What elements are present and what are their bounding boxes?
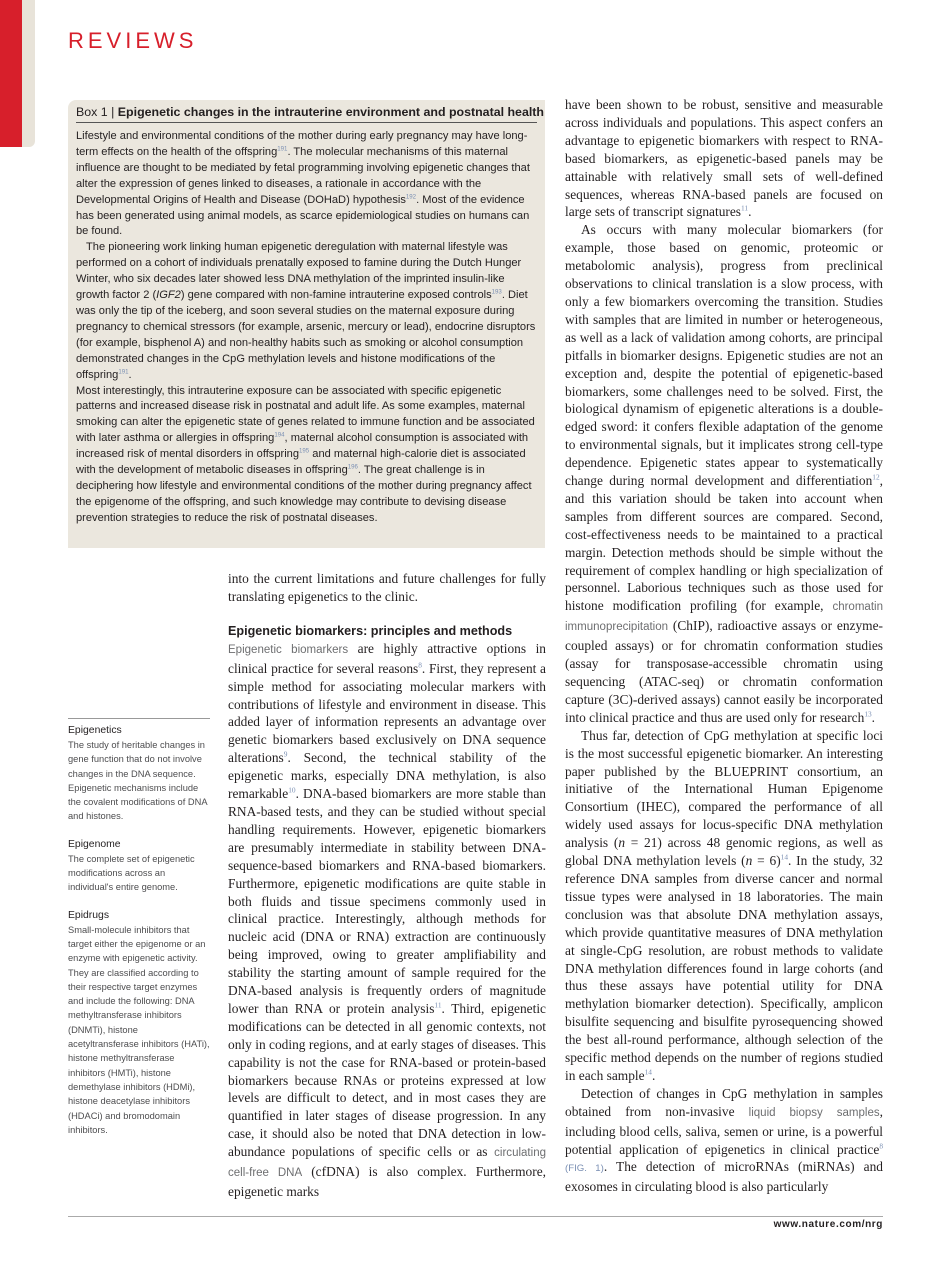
text-run: Thus far, detection of CpG methylation at specific loci is the most successful epigenetic biomarker. An interesting paper published by the BLUEPRINT consortium, an initiative of the International Human Epigenome Consortium (IHEC), compared the performance of all widely used assays for locus-specific DNA methylation analysis ( xyxy=(565,727,883,851)
text-run: . First, they represent a simple method for associating molecular markers with contributions of lifestyle and environment in disease. This added layer of information represents an advantage over genetic biomarkers based exclusively on DNA sequence alterations xyxy=(228,660,547,766)
text-run: Lifestyle and environmental conditions of the mother during early pregnancy may have long-term effects on the health of the offspring xyxy=(76,130,528,158)
text-run: are highly attractive options in clinical practice for several reasons xyxy=(228,640,547,676)
reference-citation[interactable]: 191 xyxy=(118,367,129,375)
text-run: The pioneering work linking human epigenetic deregulation with maternal lifestyle was performed on a cohort of individuals prenatally exposed to famine during the Dutch Hunger Winter, who six decades later showed less DNA methylation of the imprinted insulin-like growth factor 2 ( xyxy=(76,241,522,302)
text-run: . The detection of microRNAs (miRNAs) and exosomes in circulating blood is also particularly xyxy=(565,1159,883,1195)
glossary-term: Epigenetics xyxy=(68,725,122,736)
text-run: have been shown to be robust, sensitive and measurable across individuals and populations. This aspect confers an advantage to epigenetic biomarkers with respect to RNA-based biomarkers, as epigenetic-based panels may be attainable with relatively small sets of well-defined sequences, whereas RNA-based panels are focused on large sets of transcript signatures xyxy=(565,97,883,220)
text-run: . Third, epigenetic modifications can be detected in all genomic contexts, not only in coding regions, and at early stages of diseases. This capability is not the case for RNA-based or protein-based biomarkers because RNAs or proteins expressed at low levels are difficult to detect, and in most cases they are quantified in later stages of disease progression. In any case, it should also be noted that DNA detection in low-abundance populations of specific cells or as xyxy=(228,1000,546,1160)
reference-citation[interactable]: 10 xyxy=(288,785,296,795)
reference-citation[interactable]: 191 xyxy=(277,145,288,153)
reference-citation[interactable]: 8 xyxy=(879,1141,883,1151)
section-color-bar xyxy=(0,0,22,147)
box-label: Box 1 | xyxy=(76,105,118,119)
section-tab-strip xyxy=(22,0,35,147)
text-run: . The molecular mechanisms of this maternal influence are thought to be mediated by fetal programming involving epigenetic changes that alter the expression of genes linked to diseases, a rationale in accordance with the Developmental Origins of Health and Disease (DOHaD) hypothesis xyxy=(76,145,530,206)
text-run: Detection of changes in CpG methylation in samples obtained from non-invasive xyxy=(565,1085,883,1119)
paragraph xyxy=(228,570,546,606)
reference-citation[interactable]: 192 xyxy=(405,192,417,200)
text-run: Most interestingly, this intrauterine exposure can be associated with specific epigenetic patterns and increased disease risk in postnatal and adult life. As some examples, maternal smoking can alter the epigenetic state of genes related to immune function and be associated with later asthma or allergies in offspring xyxy=(76,384,535,445)
reference-citation[interactable]: 193 xyxy=(491,288,502,296)
footer-divider xyxy=(68,1216,883,1217)
reference-citation[interactable]: 195 xyxy=(299,447,310,455)
text-run: . xyxy=(651,1067,656,1083)
reference-citation[interactable]: 11 xyxy=(434,1000,442,1010)
reference-citation[interactable]: 8 xyxy=(418,660,422,670)
section-heading: Epigenetic biomarkers: principles and methods xyxy=(228,623,513,638)
section-body xyxy=(228,640,546,1201)
text-run: . Most of the evidence has been generated using animal models, as scarce epidemiological studies on humans can be found. xyxy=(76,193,530,238)
text-run: . xyxy=(128,368,132,381)
main-column-right xyxy=(565,96,883,1196)
text-run: . DNA-based biomarkers are more stable than RNA-based tests, and they can be studied without special handling requirements. However, epigenetic biomarkers are presumably intermediate in stability between DNA-sequence-based biomarkers and RNA-based biomarkers. Furthermore, epigenetic modifications are quite stable in both fluids and tissue specimens commonly used in clinical practice. Interestingly, although methods for nucleic acid (DNA or RNA) extraction are continuously being improved, owing to greater amplifiability and stability the starting amount of sample required for the DNA-based analysis is frequently orders of magnitude lower than RNA or protein analysis xyxy=(228,786,546,1016)
text-run: and maternal high-calorie diet is associated with the development of metabolic diseases in offspring xyxy=(76,448,526,477)
lead-paragraph xyxy=(228,570,546,606)
main-column-middle xyxy=(228,570,546,1201)
text-run: , including blood cells, saliva, semen or urine, is a powerful potential application of epigenetics in clinical practice xyxy=(565,1103,883,1157)
glossary-sidebar xyxy=(68,718,210,1151)
reference-citation[interactable]: 196 xyxy=(347,463,358,471)
text-run: ) gene compared with non-famine intrauterine exposed controls xyxy=(180,289,492,302)
text-run: As occurs with many molecular biomarkers (for example, those based on genomic, proteomic or metabolomic analysis), progress from preclinical observations to clinical translation is a slow process, with only a few biomarkers overcoming the transition. Studies with samples that are limited in number or heterogeneous, as well as a lack of validation among cohorts, are principal pitfalls in biomarker designs. Epigenetic studies are not an exception and, despite the potential of epigenetic-based biomarkers, some challenges need to be solved. First, the biological dynamism of epigenetic alterations is a double-edged sword: it confers flexible adaptation of the genome to environmental signals, but it implicates strong cell-type dependence. Epigenetic states appear to systematically change during normal development and differentiation xyxy=(565,222,883,489)
text-run: . xyxy=(748,204,752,220)
journal-url[interactable]: www.nature.com/nrg xyxy=(773,1219,883,1230)
text-run: . The great challenge is in deciphering how lifestyle and environmental conditions of the mother during pregnancy affect the epigenome of the offspring, and such knowledge may contribute to devising disease prevention strategies to reduce the risk of postnatal diseases. xyxy=(76,464,532,524)
reference-citation[interactable]: 12 xyxy=(872,472,880,482)
glossary-term-link[interactable]: liquid biopsy samples xyxy=(748,1106,880,1119)
paragraph xyxy=(565,96,883,221)
paragraph xyxy=(565,1085,883,1196)
text-run: , and this variation should be taken into account when samples from different sources are compared. Second, cost-effectiveness needs to be maintained to a practical margin. Detection methods should be simple without the requirement of complex handling or high specialization of personnel. Laborious techniques such as those used for histone modification profiling (for example, xyxy=(565,473,883,614)
paragraph xyxy=(76,384,537,527)
italic-text: n xyxy=(618,835,626,851)
text-run: = 6) xyxy=(752,853,781,869)
reference-citation[interactable]: 13 xyxy=(864,709,872,719)
reference-citation[interactable]: 194 xyxy=(274,431,285,439)
text-run: into the current limitations and future challenges for fully translating epigenetics to the clinic. xyxy=(228,571,546,604)
box-body xyxy=(76,129,537,527)
text-run: = 21) across 48 genomic regions, as well as global DNA methylation levels ( xyxy=(565,835,884,869)
reference-citation[interactable]: 14 xyxy=(644,1067,652,1077)
glossary-definition: Small-molecule inhibitors that target either the epigenome or an enzyme with epigenetic activity. They are classified according to their respective target enzymes and include the following: DNA methyltransferase inhibitors (DNMTi), histone acetyltransferase inhibitors (HATi), histone methyltransferase inhibitors (HMTi), histone demethylase inhibitors (HDMi), histone deacetylase inhibitors (HDACi) and bromodomain inhibitors. xyxy=(68,924,210,1135)
box-title xyxy=(76,104,544,123)
text-run: . Second, the technical stability of the epigenetic marks, especially DNA methylation, is also remarkable xyxy=(228,750,546,802)
box-1 xyxy=(68,100,545,548)
glossary-term: Epigenome xyxy=(68,838,121,850)
glossary-term-link[interactable]: circulating cell-free DNA xyxy=(228,1147,546,1180)
text-run: . xyxy=(871,709,876,725)
box-heading: Epigenetic changes in the intrauterine environment and postnatal health xyxy=(117,105,544,119)
glossary-term-link[interactable]: chromatin immunoprecipitation xyxy=(565,601,883,634)
glossary-term: Epidrugs xyxy=(68,909,110,921)
glossary-definition: The complete set of epigenetic modifications across an individual's entire genome. xyxy=(68,853,195,893)
paragraph xyxy=(76,240,537,383)
paragraph xyxy=(565,221,883,726)
paragraph xyxy=(76,129,537,240)
text-run: (cfDNA) is also complex. Furthermore, epigenetic marks xyxy=(228,1164,546,1199)
text-run: . Diet was only the tip of the iceberg, and soon several studies on the maternal exposure during pregnancy to chemical stressors (for example, arsenic, mercury or lead), endocrine disruptors (for example, bisphenol A) and non-healthy habits such as smoking or alcohol consumption demonstrated changes in the CpG methylation levels and histone modifications of the offspring xyxy=(76,289,536,381)
reference-citation[interactable]: 14 xyxy=(780,852,789,862)
glossary-term-link[interactable]: Epigenetic biomarkers xyxy=(228,643,349,656)
italic-text: IGF2 xyxy=(156,289,181,302)
text-run: . In the study, 32 reference DNA samples from diverse cancer and normal tissue types were analysed in 18 laboratories. The main conclusion was that absolute DNA methylation assays, which provide quantitative measures of DNA methylation at single-CpG resolution, are robust methods to validate DNA methylation differences found in large cohorts (and thus these assays have potential utility for DNA methylation biomarker detection). Specifically, amplicon bisulfite sequencing and bisulfite pyrosequencing showed the best all-round performance, although selection of the specific method depends on the number of regions studied in each sample xyxy=(565,853,884,1083)
figure-reference[interactable]: (FIG. 1) xyxy=(565,1163,604,1175)
glossary-definition: The study of heritable changes in gene function that do not involve changes in the DNA sequence. Epigenetic mechanisms include the covalent modifications of DNA and histones. xyxy=(68,740,208,822)
section-label: REVIEWS xyxy=(68,28,198,53)
paragraph xyxy=(565,727,883,1085)
italic-text: n xyxy=(745,853,753,869)
reference-citation[interactable]: 9 xyxy=(283,749,288,759)
reference-citation[interactable]: 11 xyxy=(741,203,749,213)
text-run: (ChIP), radioactive assays or enzyme-coupled assays) or for chromatin conformation studies (assay for transposase-accessible chromatin using sequencing (ATAC-seq) or chromatin conformation capture (3C)-derived assays) cannot easily be incorporated into clinical practice and thus are used only for research xyxy=(565,618,883,725)
text-run: , maternal alcohol consumption is associated with increased risk of mental disorders in offspring xyxy=(76,432,529,461)
paragraph xyxy=(228,640,546,1201)
